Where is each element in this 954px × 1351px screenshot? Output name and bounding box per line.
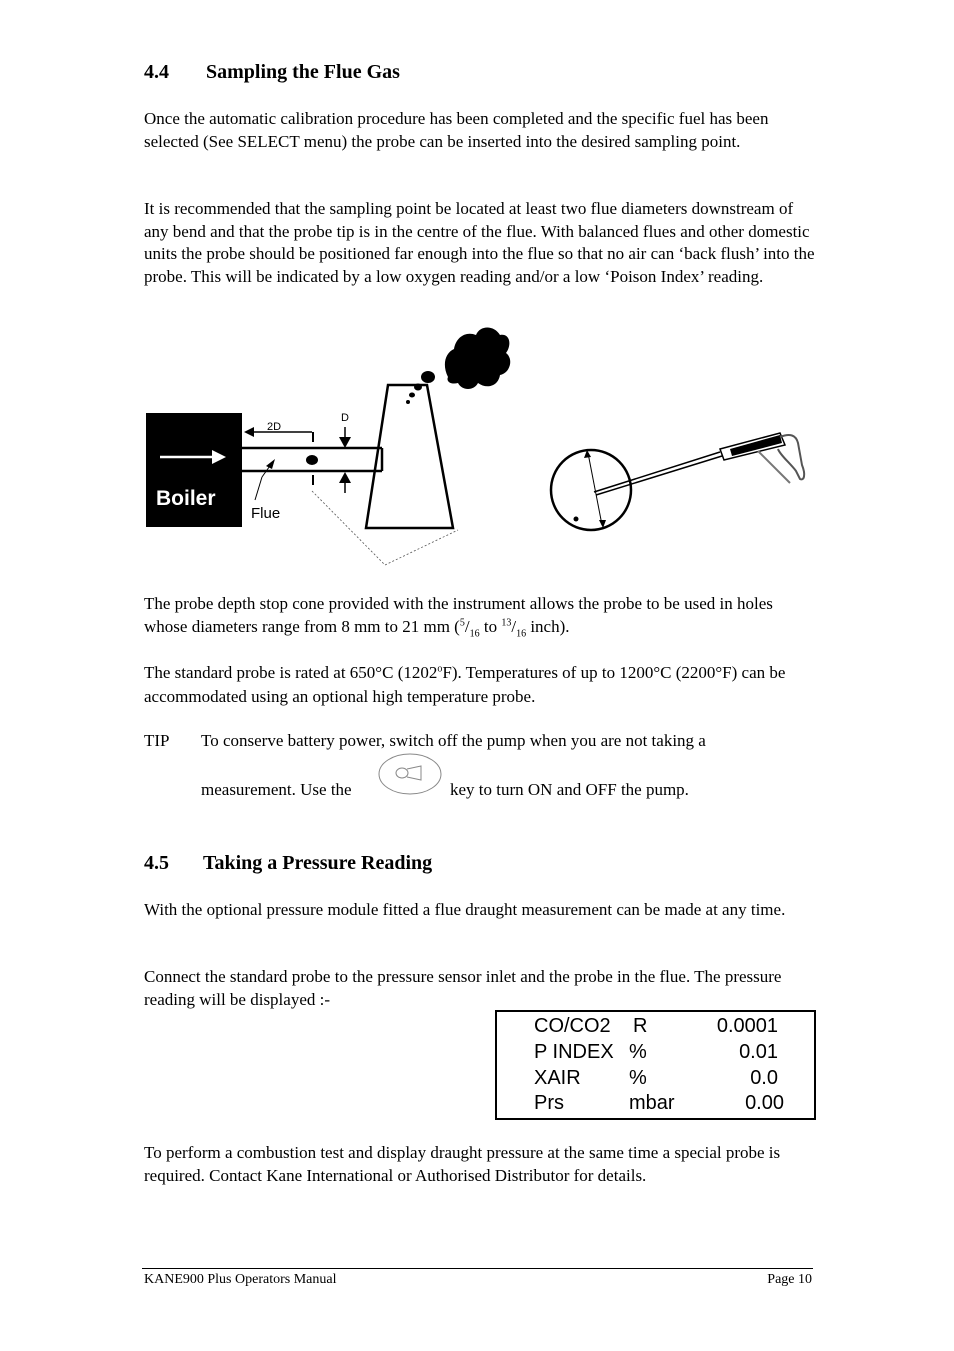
probe-tip-marker — [306, 455, 318, 465]
footer-title: KANE900 Plus Operators Manual — [144, 1272, 337, 1287]
flue-label: Flue — [251, 505, 281, 522]
tip-line2b: key to turn ON and OFF the pump. — [450, 780, 689, 799]
pump-key-icon — [377, 752, 443, 798]
display-row: XAIR % 0.0 — [534, 1067, 778, 1089]
dim-2d-label: 2D — [267, 421, 282, 433]
paragraph-pressure-display: Connect the standard probe to the pressure sensor inlet and the probe in the flue. The pressure reading will be displayed :- — [144, 967, 782, 1009]
flue-cross-section — [551, 450, 631, 530]
tip-line1: To conserve battery power, switch off the pump when you are not taking a — [201, 731, 706, 750]
section-heading-4-5 — [144, 852, 432, 875]
boiler-label: Boiler — [156, 487, 216, 510]
tip-line2a: measurement. Use the — [201, 780, 352, 799]
page-number: Page 10 — [767, 1272, 812, 1287]
section-title: Sampling the Flue Gas — [206, 61, 400, 83]
footer-rule — [142, 1268, 813, 1269]
section-number: 4.5 — [144, 852, 169, 874]
paragraph-combustion-test: To perform a combustion test and display draught pressure at the same time a special probe is required. Contact Kane International or Authorised Distributor for details. — [144, 1143, 781, 1185]
section-title: Taking a Pressure Reading — [203, 852, 433, 874]
paragraph-pressure-module: With the optional pressure module fitted a flue draught measurement can be made at any time. — [144, 900, 786, 919]
flue-sampling-diagram — [140, 325, 820, 580]
pressure-display-readout — [495, 1010, 816, 1120]
dim-d-label: D — [341, 412, 349, 424]
tip-label: TIP — [144, 731, 170, 750]
paragraph-calibration: Once the automatic calibration procedure has been completed and the specific fuel has been selected (See SELECT menu) the probe can be inserted into the desired sampling point. — [144, 109, 769, 151]
display-row: Prs mbar 0.00 — [534, 1092, 784, 1114]
paragraph-temperature: The standard probe is rated at 650°C (1202$^o$F). Temperatures of up to 1200°C (2200°F) can be accommodated using an optional high temperature probe. — [144, 663, 786, 706]
paragraph-probe-cone: The probe depth stop cone provided with the instrument allows the probe to be used in holes whose diameters range from 8 mm to 21 mm ($^5/_{16}$ to $^{13}/_{16}$ inch). — [144, 594, 773, 639]
display-row: P INDEX % 0.01 — [534, 1041, 778, 1063]
display-row: CO/CO2 R 0.0001 — [534, 1015, 778, 1037]
section-heading-4-4 — [144, 61, 400, 84]
paragraph-sampling-point: It is recommended that the sampling point be located at least two flue diameters downstream of any bend and that the probe tip is in the centre of the flue. With balanced flues and other domestic units the probe should be positioned far enough into the flue so that no air can ‘back flush’ into the probe. This will be indicated by a low oxygen reading and/or a low ‘Poison Index’ reading. — [144, 199, 815, 286]
chimney — [366, 385, 453, 528]
section-number: 4.4 — [144, 61, 169, 83]
smoke-cloud — [445, 328, 510, 390]
